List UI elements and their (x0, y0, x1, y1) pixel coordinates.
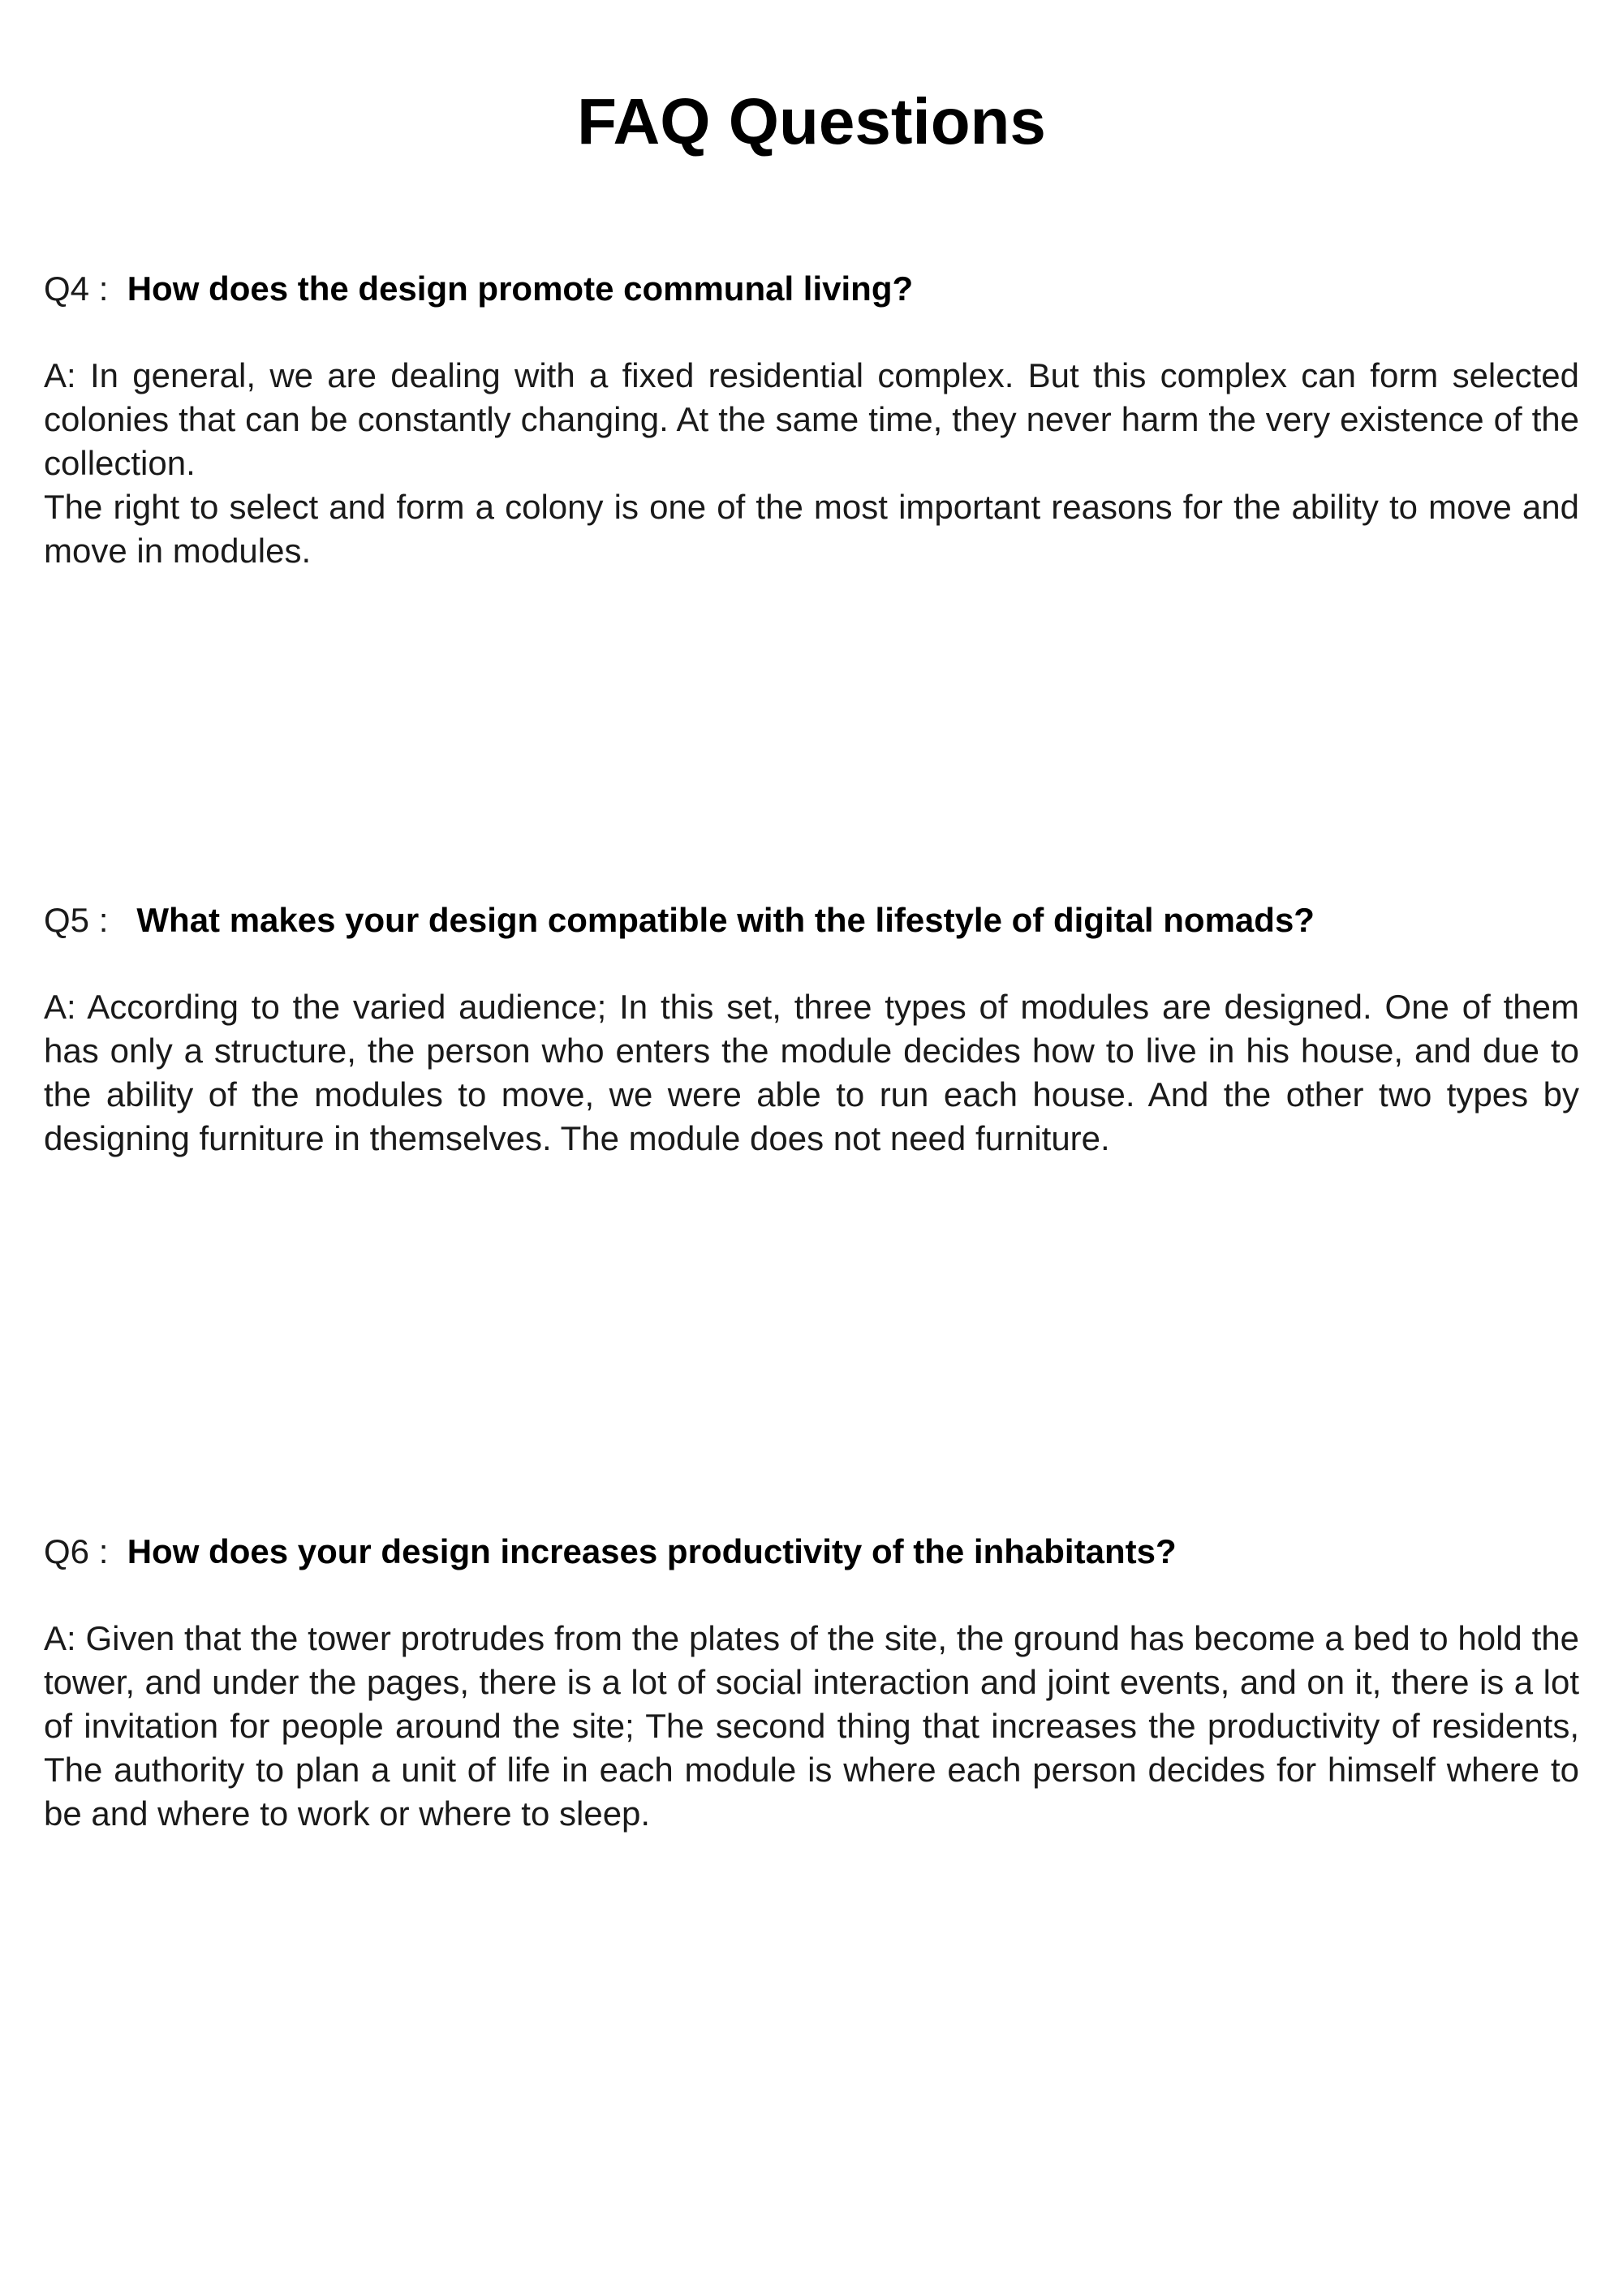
question-text: What makes your design compatible with the lifestyle of digital nomads? (136, 901, 1315, 939)
question-number: Q4 : (44, 269, 109, 308)
answer-paragraph: The right to select and form a colony is one of the most important reasons for the ability to move and move in modules. (44, 488, 1579, 570)
faq-item-q5 (44, 898, 1579, 1161)
faq-item-q6 (44, 1529, 1579, 1836)
faq-answer (44, 354, 1579, 573)
answer-paragraph: A: According to the varied audience; In this set, three types of modules are designed. One of them has only a structure, the person who enters the module decides how to live in his house, and due to the ability of the modules to move, we were able to run each house. And the other two types by designing furniture in themselves. The module does not need furniture. (44, 988, 1579, 1157)
answer-paragraph: A: Given that the tower protrudes from the plates of the site, the ground has become a bed to hold the tower, and under the pages, there is a lot of social interaction and joint events, and on it, there is a lot of invitation for people around the site; The second thing that increases the productivity of residents, The authority to plan a unit of life in each module is where each person decides for himself where to be and where to work or where to sleep. (44, 1619, 1579, 1833)
answer-paragraph: A: In general, we are dealing with a fixed residential complex. But this complex can form selected colonies that can be constantly changing. At the same time, they never harm the very existence of the collection. (44, 356, 1579, 482)
faq-answer (44, 1617, 1579, 1836)
faq-item-q4 (44, 266, 1579, 573)
question-text: How does your design increases productivity of the inhabitants? (127, 1532, 1177, 1570)
faq-question (44, 898, 1579, 943)
faq-question (44, 266, 1579, 312)
question-text: How does the design promote communal living? (127, 269, 914, 308)
faq-question (44, 1529, 1579, 1574)
faq-answer (44, 985, 1579, 1161)
question-number: Q5 : (44, 901, 109, 939)
question-number: Q6 : (44, 1532, 109, 1570)
page-title: FAQ Questions (577, 85, 1046, 157)
